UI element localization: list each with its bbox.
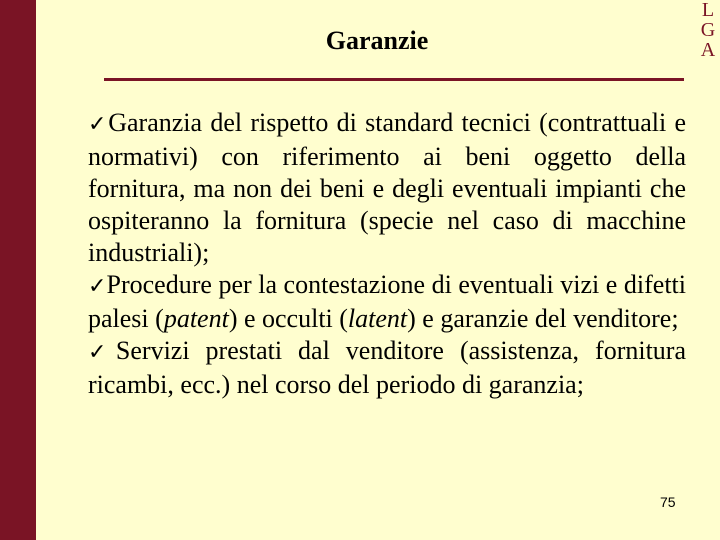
bullet-item [88,269,686,335]
bullet-text: Procedure per la contestazione di eventuali vizi e difetti palesi ( [88,270,686,333]
checkmark-icon: ✓ [88,274,107,299]
bullet-text: ) e garanzie del venditore; [407,304,679,333]
title-divider [104,78,684,81]
bullet-text-italic: latent [347,304,408,333]
left-accent-bar [0,0,36,540]
bullet-item [88,107,686,269]
logo-letter-a: A [700,39,716,61]
bullet-text: Servizi prestati dal venditore (assistenza, fornitura ricambi, ecc.) nel corso del periodo di garanzia; [88,336,686,399]
logo-letter-g: G [700,19,716,41]
checkmark-icon: ✓ [88,112,109,137]
checkmark-icon: ✓ [88,340,116,365]
bullet-item [88,335,686,401]
bullet-text: ) e occulti ( [228,304,348,333]
slide-content [88,107,686,401]
bullet-text: Garanzia del rispetto di standard tecnici (contrattuali e normativi) con riferimento ai beni oggetto della fornitura, ma non dei beni e degli eventuali impianti che ospiteranno la fornitura (specie nel caso di macchine industriali); [88,108,687,267]
page-number: 75 [660,494,676,510]
logo-letter-l: L [701,0,715,21]
bullet-text-italic: patent [163,304,229,333]
slide-title: Garanzie [325,26,429,55]
